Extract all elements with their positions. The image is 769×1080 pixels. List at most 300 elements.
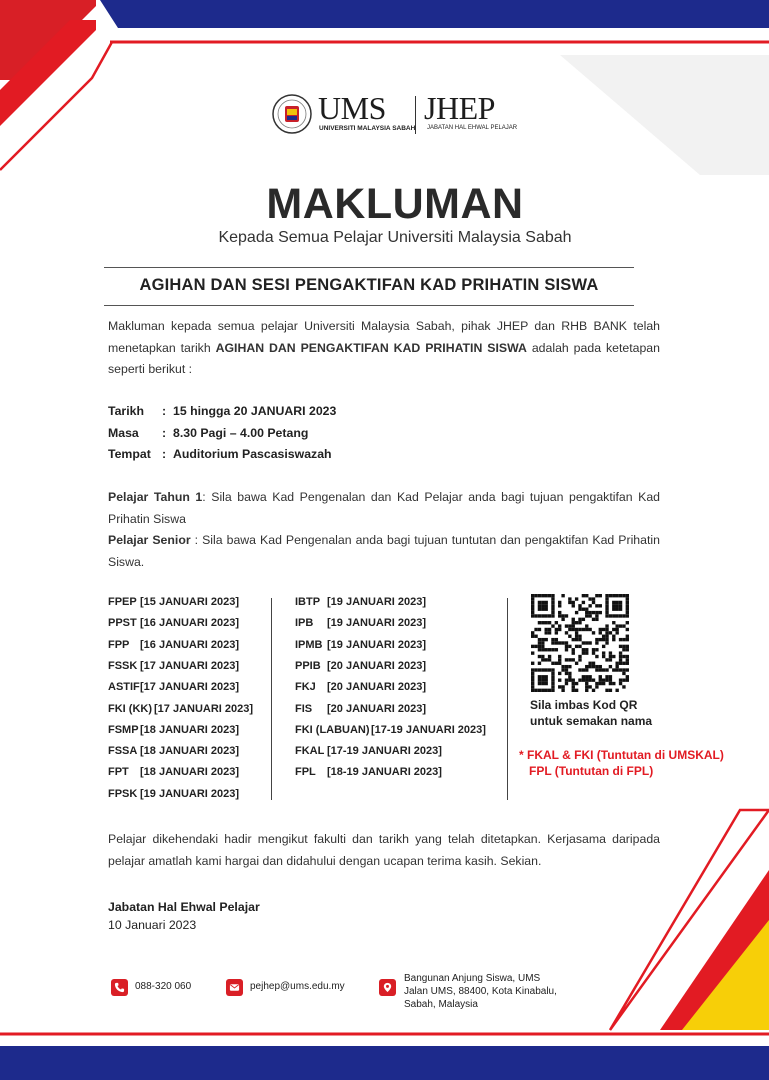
qr-module [592, 689, 595, 692]
qr-module [538, 638, 541, 641]
closing-paragraph: Pelajar dikehendaki hadir mengikut fakulti dan tarikh yang telah ditetapkan. Kerjasama daripada pelajar amatlah kami hargai dan didahului dengan ucapan terima kasih. Sekian. [108, 832, 660, 868]
qr-module [565, 641, 568, 644]
qr-module [531, 611, 534, 614]
qr-module [558, 672, 561, 675]
schedule-date: [16 JANUARI 2023] [140, 617, 240, 630]
qr-module [568, 624, 571, 627]
qr-module [531, 675, 534, 678]
senior-text: : Sila bawa Kad Pengenalan anda bagi tujuan tuntutan dan pengaktifan Kad Prihatin Siswa. [108, 533, 660, 569]
qr-module [578, 621, 581, 624]
qr-module [612, 594, 615, 597]
qr-module [626, 628, 629, 631]
qr-module [534, 628, 537, 631]
qr-caption-line1: Sila imbas Kod QR [530, 698, 638, 712]
schedule-date: [18-19 JANUARI 2023] [327, 766, 442, 779]
qr-module [561, 665, 564, 668]
qr-module [538, 645, 541, 648]
qr-module [551, 672, 554, 675]
qr-module [612, 614, 615, 617]
senior-label: Pelajar Senior [108, 533, 191, 547]
schedule-date: [18 JANUARI 2023] [140, 745, 240, 758]
qr-module [551, 601, 554, 604]
qr-module [612, 668, 615, 671]
qr-module [626, 604, 629, 607]
qr-module [609, 651, 612, 654]
detail-value: Auditorium Pascasiswazah [173, 447, 332, 461]
qr-module [531, 685, 534, 688]
intro-text-1: Makluman kepada semua pelajar Universiti Malaysia Sabah, pihak JHEP dan RHB BANK telah menetapkan tarikh [108, 319, 660, 355]
year1-paragraph [108, 487, 660, 530]
qr-module [572, 601, 575, 604]
qr-module [568, 628, 571, 631]
qr-module [599, 594, 602, 597]
qr-module [582, 648, 585, 651]
qr-module [626, 668, 629, 671]
qr-module [605, 608, 608, 611]
qr-caption-line2: untuk semakan nama [530, 714, 653, 728]
qr-module [619, 601, 622, 604]
qr-module [565, 672, 568, 675]
qr-module [585, 665, 588, 668]
qr-module [622, 678, 625, 681]
qr-module [599, 628, 602, 631]
qr-module [531, 597, 534, 600]
qr-module [609, 631, 612, 634]
qr-module [561, 594, 564, 597]
qr-module [545, 621, 548, 624]
qr-module [622, 672, 625, 675]
qr-module [538, 675, 541, 678]
qr-module [626, 635, 629, 638]
qr-module [565, 645, 568, 648]
address-line3: Sabah, Malaysia [404, 999, 478, 1010]
qr-module [619, 658, 622, 661]
qr-module [595, 685, 598, 688]
qr-module [578, 628, 581, 631]
schedule-date: [17 JANUARI 2023] [140, 659, 240, 672]
qr-caption [530, 697, 652, 729]
qr-module [548, 658, 551, 661]
qr-module [585, 628, 588, 631]
qr-module [595, 638, 598, 641]
qr-module [545, 601, 548, 604]
qr-module [545, 675, 548, 678]
qr-module [605, 597, 608, 600]
qr-module [592, 611, 595, 614]
qr-module [582, 601, 585, 604]
qr-module [565, 665, 568, 668]
qr-module [538, 594, 541, 597]
qr-module [545, 638, 548, 641]
bottom-navy-band [0, 1046, 769, 1080]
qr-module [531, 662, 534, 665]
qr-module [585, 641, 588, 644]
qr-module [531, 668, 534, 671]
qr-module [541, 638, 544, 641]
qr-module [619, 655, 622, 658]
qr-module [551, 641, 554, 644]
address-line2: Jalan UMS, 88400, Kota Kinabalu, [404, 986, 557, 997]
qr-module [538, 614, 541, 617]
qr-module [558, 624, 561, 627]
qr-module [592, 665, 595, 668]
qr-module [558, 611, 561, 614]
schedule-date: [19 JANUARI 2023] [327, 617, 427, 630]
qr-module [602, 668, 605, 671]
jhep-wordmark: JHEP [424, 90, 495, 126]
qr-module [551, 638, 554, 641]
qr-module [599, 665, 602, 668]
qr-module [565, 682, 568, 685]
qr-module [626, 614, 629, 617]
qr-module [592, 648, 595, 651]
qr-module [626, 658, 629, 661]
qr-module [582, 675, 585, 678]
year1-label: Pelajar Tahun 1 [108, 490, 203, 504]
qr-module [531, 594, 534, 597]
qr-module [545, 682, 548, 685]
qr-module [588, 597, 591, 600]
qr-module [599, 611, 602, 614]
qr-module [612, 608, 615, 611]
qr-module [534, 635, 537, 638]
qr-module [578, 638, 581, 641]
qr-module [595, 641, 598, 644]
qr-module [572, 624, 575, 627]
qr-module [595, 655, 598, 658]
faculty-code: FKI (LABUAN) [295, 723, 370, 736]
qr-module [585, 675, 588, 678]
qr-module [588, 678, 591, 681]
qr-module [531, 651, 534, 654]
year1-text: : Sila bawa Kad Pengenalan dan Kad Pelajar anda bagi tujuan pengaktifan Kad Prihatin Siswa [108, 490, 661, 526]
qr-module [558, 678, 561, 681]
qr-module [619, 645, 622, 648]
qr-module [588, 604, 591, 607]
qr-module [568, 658, 571, 661]
qr-module [626, 594, 629, 597]
qr-module [541, 648, 544, 651]
qr-module [572, 638, 575, 641]
qr-module [615, 665, 618, 668]
qr-module [619, 608, 622, 611]
qr-module [565, 648, 568, 651]
faculty-code: FSSK [108, 659, 138, 672]
qr-module [622, 655, 625, 658]
collection-note [519, 747, 724, 779]
qr-module [592, 597, 595, 600]
schedule-date: [17 JANUARI 2023] [140, 681, 240, 694]
qr-module [592, 618, 595, 621]
ums-subtitle: UNIVERSITI MALAYSIA SABAH [319, 125, 416, 132]
qr-module [612, 621, 615, 624]
location-pin-icon [379, 979, 396, 996]
qr-module [541, 682, 544, 685]
qr-module [578, 658, 581, 661]
qr-module [538, 628, 541, 631]
qr-module [592, 601, 595, 604]
qr-module [585, 668, 588, 671]
qr-module [582, 651, 585, 654]
qr-module [602, 628, 605, 631]
contact-phone[interactable]: 088-320 060 [135, 981, 192, 992]
faculty-code: IPMB [295, 638, 323, 651]
qr-module [585, 614, 588, 617]
qr-module [599, 631, 602, 634]
qr-module [565, 614, 568, 617]
qr-module [555, 621, 558, 624]
qr-module [575, 628, 578, 631]
qr-module [555, 631, 558, 634]
qr-module [592, 651, 595, 654]
faculty-code: FKAL [295, 745, 325, 758]
qr-module [595, 665, 598, 668]
intro-paragraph [108, 316, 660, 381]
qr-module [572, 648, 575, 651]
qr-module [619, 614, 622, 617]
qr-module [575, 682, 578, 685]
qr-module [541, 689, 544, 692]
faculty-code: FPP [108, 638, 130, 651]
qr-module [565, 678, 568, 681]
qr-module [558, 655, 561, 658]
qr-module [575, 621, 578, 624]
column-divider-1 [271, 598, 272, 800]
qr-module [558, 628, 561, 631]
qr-module [538, 655, 541, 658]
qr-module [599, 604, 602, 607]
intro-text-bold: AGIHAN DAN PENGAKTIFAN KAD PRIHATIN SISWA [215, 340, 527, 355]
qr-module [551, 614, 554, 617]
qr-module [561, 614, 564, 617]
qr-module [605, 635, 608, 638]
qr-module [626, 608, 629, 611]
qr-module [609, 675, 612, 678]
qr-module [568, 645, 571, 648]
schedule-date: [18 JANUARI 2023] [140, 766, 240, 779]
qr-code[interactable] [531, 594, 629, 692]
qr-module [534, 668, 537, 671]
qr-module [615, 624, 618, 627]
page-subtitle: Kepada Semua Pelajar Universiti Malaysia Sabah [218, 229, 572, 246]
qr-module [555, 662, 558, 665]
faculty-code: IPB [295, 617, 314, 630]
qr-module [615, 689, 618, 692]
qr-module [545, 658, 548, 661]
qr-module [612, 638, 615, 641]
qr-module [555, 638, 558, 641]
qr-module [619, 638, 622, 641]
qr-module [545, 604, 548, 607]
qr-module [568, 597, 571, 600]
qr-module [585, 685, 588, 688]
qr-module [575, 597, 578, 600]
qr-module [582, 628, 585, 631]
qr-module [568, 672, 571, 675]
qr-module [605, 628, 608, 631]
qr-module [551, 685, 554, 688]
schedule-date: [20 JANUARI 2023] [327, 659, 427, 672]
qr-module [541, 655, 544, 658]
qr-module [605, 675, 608, 678]
contact-address [404, 972, 557, 1011]
phone-icon [111, 979, 128, 996]
qr-module [602, 651, 605, 654]
qr-module [619, 662, 622, 665]
qr-module [545, 678, 548, 681]
qr-module [572, 628, 575, 631]
qr-module [602, 655, 605, 658]
qr-module [582, 678, 585, 681]
header-logos [272, 92, 532, 138]
faculty-code: PPIB [295, 659, 321, 672]
qr-module [626, 662, 629, 665]
qr-module [545, 668, 548, 671]
qr-module [572, 689, 575, 692]
qr-module [545, 614, 548, 617]
qr-module [541, 608, 544, 611]
qr-module [551, 624, 554, 627]
qr-module [615, 628, 618, 631]
detail-value: 8.30 Pagi – 4.00 Petang [173, 426, 309, 440]
qr-module [602, 682, 605, 685]
qr-module [545, 631, 548, 634]
qr-module [578, 645, 581, 648]
top-right-gray-shape [560, 55, 769, 175]
qr-module [575, 662, 578, 665]
qr-module [565, 658, 568, 661]
qr-module [602, 638, 605, 641]
qr-module [605, 594, 608, 597]
qr-module [558, 662, 561, 665]
qr-module [565, 631, 568, 634]
qr-module [612, 682, 615, 685]
schedule-date: [18 JANUARI 2023] [140, 723, 240, 736]
qr-module [545, 608, 548, 611]
qr-module [592, 662, 595, 665]
qr-module [602, 635, 605, 638]
qr-module [568, 678, 571, 681]
qr-module [538, 601, 541, 604]
qr-module [572, 651, 575, 654]
detail-label: Masa [108, 426, 139, 440]
schedule-date: [16 JANUARI 2023] [140, 638, 240, 651]
qr-module [585, 689, 588, 692]
qr-module [555, 628, 558, 631]
qr-module [599, 678, 602, 681]
qr-module [578, 678, 581, 681]
qr-module [592, 678, 595, 681]
qr-module [568, 675, 571, 678]
qr-module [548, 631, 551, 634]
mail-icon [226, 979, 243, 996]
faculty-code: FKI (KK) [108, 702, 152, 715]
qr-module [585, 648, 588, 651]
qr-module [534, 645, 537, 648]
qr-module [572, 621, 575, 624]
faculty-code: PPST [108, 617, 137, 630]
qr-module [534, 594, 537, 597]
qr-module [626, 678, 629, 681]
qr-module [622, 624, 625, 627]
qr-module [595, 614, 598, 617]
schedule-date: [19 JANUARI 2023] [327, 596, 427, 608]
qr-module [609, 594, 612, 597]
qr-module [609, 665, 612, 668]
qr-module [595, 682, 598, 685]
qr-module [531, 635, 534, 638]
qr-module [612, 635, 615, 638]
qr-module [588, 628, 591, 631]
qr-module [605, 689, 608, 692]
qr-module [555, 648, 558, 651]
page-title: MAKLUMAN [266, 180, 524, 228]
qr-module [578, 608, 581, 611]
qr-module [615, 668, 618, 671]
qr-module [622, 594, 625, 597]
qr-module [551, 689, 554, 692]
qr-module [588, 665, 591, 668]
qr-module [585, 594, 588, 597]
qr-module [541, 621, 544, 624]
qr-module [572, 658, 575, 661]
qr-module [619, 682, 622, 685]
qr-module [541, 675, 544, 678]
qr-module [538, 641, 541, 644]
qr-module [622, 685, 625, 688]
qr-module [582, 641, 585, 644]
qr-module [541, 604, 544, 607]
qr-module [609, 658, 612, 661]
qr-module [572, 678, 575, 681]
faculty-code: FPL [295, 766, 316, 779]
qr-module [572, 685, 575, 688]
qr-module [605, 658, 608, 661]
qr-module [582, 668, 585, 671]
qr-module [588, 641, 591, 644]
qr-module [558, 604, 561, 607]
qr-module [595, 618, 598, 621]
qr-module [565, 668, 568, 671]
qr-module [531, 604, 534, 607]
qr-module [602, 645, 605, 648]
qr-module [548, 614, 551, 617]
qr-module [551, 608, 554, 611]
qr-module [538, 648, 541, 651]
qr-module [595, 648, 598, 651]
top-navy-band [100, 0, 769, 28]
qr-module [612, 601, 615, 604]
qr-module [551, 594, 554, 597]
qr-module [548, 628, 551, 631]
faculty-code: IBTP [295, 596, 321, 608]
qr-module [541, 645, 544, 648]
qr-module [548, 668, 551, 671]
qr-module [595, 668, 598, 671]
column-divider-2 [507, 598, 508, 800]
schedule-date: [15 JANUARI 2023] [140, 596, 240, 608]
qr-module [575, 645, 578, 648]
qr-module [545, 648, 548, 651]
qr-module [588, 611, 591, 614]
qr-module [585, 678, 588, 681]
qr-module [592, 631, 595, 634]
contact-email[interactable]: pejhep@ums.edu.my [250, 981, 345, 992]
qr-module [561, 668, 564, 671]
qr-module [551, 597, 554, 600]
qr-module [585, 611, 588, 614]
ums-wordmark: UMS [318, 90, 386, 126]
